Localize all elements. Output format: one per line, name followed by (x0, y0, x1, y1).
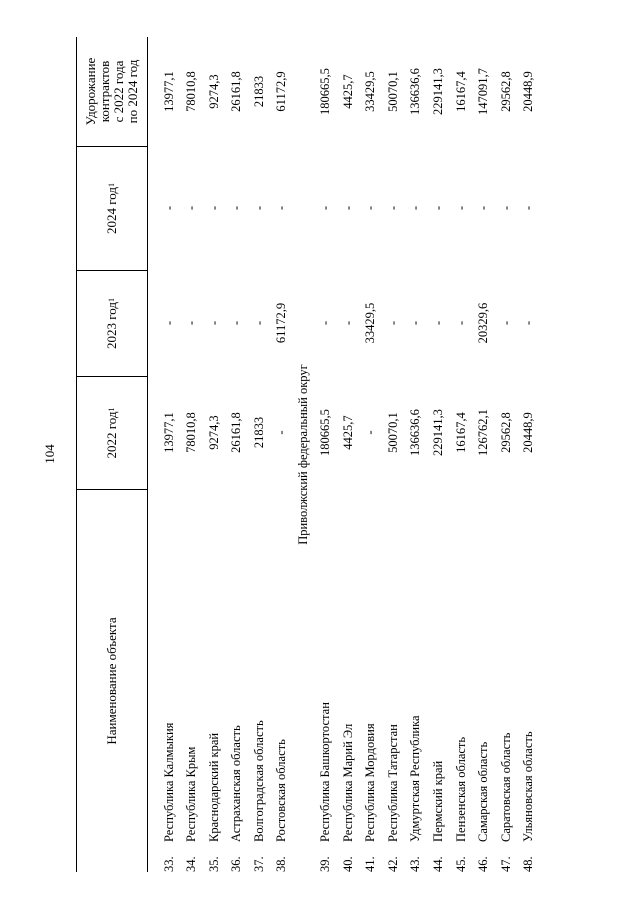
row-number: 40. (340, 856, 355, 872)
row-2023: - (251, 320, 266, 326)
row-name: Волгоградская область (251, 720, 266, 842)
row-2023: - (229, 320, 244, 326)
row-name: Самарская область (476, 741, 491, 842)
row-2024: - (431, 205, 445, 211)
row-2024: - (162, 205, 176, 211)
row-increase: 9274,3 (206, 74, 221, 109)
table-row (227, 37, 245, 872)
row-name: Краснодарский край (206, 732, 221, 842)
row-2024: - (453, 205, 468, 211)
section-title: Приволжский федеральный округ (296, 364, 310, 545)
row-increase: 136636,6 (408, 68, 423, 115)
row-increase: 26161,8 (229, 71, 244, 112)
page-number: 104 (42, 444, 57, 464)
table-row (384, 37, 402, 872)
row-name: Ульяновская область (521, 731, 536, 842)
row-increase: 20448,9 (521, 71, 536, 112)
row-2024: - (363, 205, 378, 211)
row-number: 36. (229, 856, 244, 872)
table-row (316, 37, 334, 872)
row-name: Республика Калмыкия (162, 722, 176, 842)
row-2024: - (385, 205, 400, 211)
row-2023: - (340, 320, 355, 326)
row-name: Саратовская область (498, 732, 513, 842)
table-row (429, 37, 447, 872)
row-number: 45. (453, 856, 468, 872)
row-2024: - (340, 205, 355, 211)
row-name: Удмуртская Республика (408, 715, 423, 842)
row-2023: - (206, 320, 221, 326)
row-number: 46. (476, 856, 491, 872)
table-row (497, 37, 515, 872)
row-name: Республика Марий Эл (340, 723, 355, 842)
row-number: 37. (251, 856, 266, 872)
row-name: Республика Татарстан (385, 724, 400, 842)
row-2023: - (521, 320, 536, 326)
table-row (339, 37, 357, 872)
row-2022: 16167,4 (453, 412, 468, 453)
row-number: 47. (498, 856, 513, 872)
table-row (406, 37, 424, 872)
row-2022: 180665,5 (318, 409, 332, 456)
row-2023: - (453, 320, 468, 326)
table-header (76, 37, 148, 872)
row-2023: - (498, 320, 513, 326)
row-increase: 4425,7 (340, 74, 355, 109)
row-2023: - (184, 320, 199, 326)
table-row (272, 37, 290, 872)
row-2023: - (431, 320, 445, 326)
row-number: 35. (206, 856, 221, 872)
table-row (361, 37, 379, 872)
row-increase: 21833 (251, 75, 266, 108)
row-increase: 50070,1 (385, 71, 400, 112)
row-2023: - (162, 320, 176, 326)
row-increase: 229141,3 (431, 68, 445, 115)
row-2024: - (476, 205, 491, 211)
row-name: Астраханская область (229, 725, 244, 842)
row-2023: 33429,5 (363, 302, 378, 344)
row-increase: 61172,9 (274, 71, 288, 112)
table-row (519, 37, 537, 872)
table-row (250, 37, 268, 872)
row-2023: 61172,9 (274, 302, 288, 344)
row-2024: - (498, 205, 513, 211)
row-name: Республика Башкортостан (318, 702, 332, 842)
row-increase: 13977,1 (162, 71, 176, 112)
row-2023: - (385, 320, 400, 326)
table-row (474, 37, 492, 872)
row-2022: 26161,8 (229, 412, 244, 453)
row-2022: 50070,1 (385, 412, 400, 453)
row-2024: - (206, 205, 221, 211)
row-number: 38. (274, 856, 288, 872)
row-2024: - (184, 205, 199, 211)
row-number: 33. (162, 856, 176, 872)
row-number: 34. (184, 856, 199, 872)
row-name: Пензенская область (453, 736, 468, 842)
row-2024: - (251, 205, 266, 211)
row-2022: 78010,8 (184, 412, 199, 453)
header-2022: 2022 год 1 (77, 376, 147, 489)
row-number: 43. (408, 856, 423, 872)
header-2023: 2023 год 1 (77, 270, 147, 376)
row-2023: - (318, 320, 332, 326)
row-name: Пермский край (431, 760, 445, 842)
header-name: Наименование объекта (77, 489, 147, 872)
row-2024: - (318, 205, 332, 211)
row-2022: 9274,3 (206, 415, 221, 450)
row-2024: - (521, 205, 536, 211)
table-row (182, 37, 200, 872)
header-2024: 2024 год 1 (77, 146, 147, 270)
row-number: 39. (318, 856, 332, 872)
row-2024: - (274, 205, 288, 211)
row-2023: 20329,6 (476, 302, 491, 344)
row-increase: 180665,5 (318, 68, 332, 115)
row-number: 41. (363, 856, 378, 872)
row-increase: 78010,8 (184, 71, 199, 112)
row-2022: 136636,6 (408, 409, 423, 456)
row-2022: - (363, 430, 378, 435)
row-name: Ростовская область (274, 739, 288, 842)
row-number: 42. (385, 856, 400, 872)
row-name: Республика Крым (184, 746, 199, 842)
row-2022: - (274, 430, 288, 435)
row-2022: 13977,1 (162, 412, 176, 453)
table-row (160, 37, 178, 872)
row-2024: - (229, 205, 244, 211)
row-2022: 126762,1 (476, 409, 491, 456)
header-increase: Удорожание контрактов с 2022 года по 2024 год (83, 57, 140, 126)
row-2022: 20448,9 (521, 412, 536, 453)
row-number: 48. (521, 856, 536, 872)
row-2022: 4425,7 (340, 415, 355, 450)
row-increase: 147091,7 (476, 68, 491, 115)
row-2022: 29562,8 (498, 412, 513, 453)
table-row (205, 37, 223, 872)
row-2024: - (408, 205, 423, 211)
row-increase: 33429,5 (363, 71, 378, 112)
row-increase: 29562,8 (498, 71, 513, 112)
row-2023: - (408, 320, 423, 326)
row-increase: 16167,4 (453, 71, 468, 112)
row-2022: 21833 (251, 416, 266, 449)
row-number: 44. (431, 856, 445, 872)
table-row (452, 37, 470, 872)
row-name: Республика Мордовия (363, 723, 378, 842)
row-2022: 229141,3 (431, 409, 445, 456)
